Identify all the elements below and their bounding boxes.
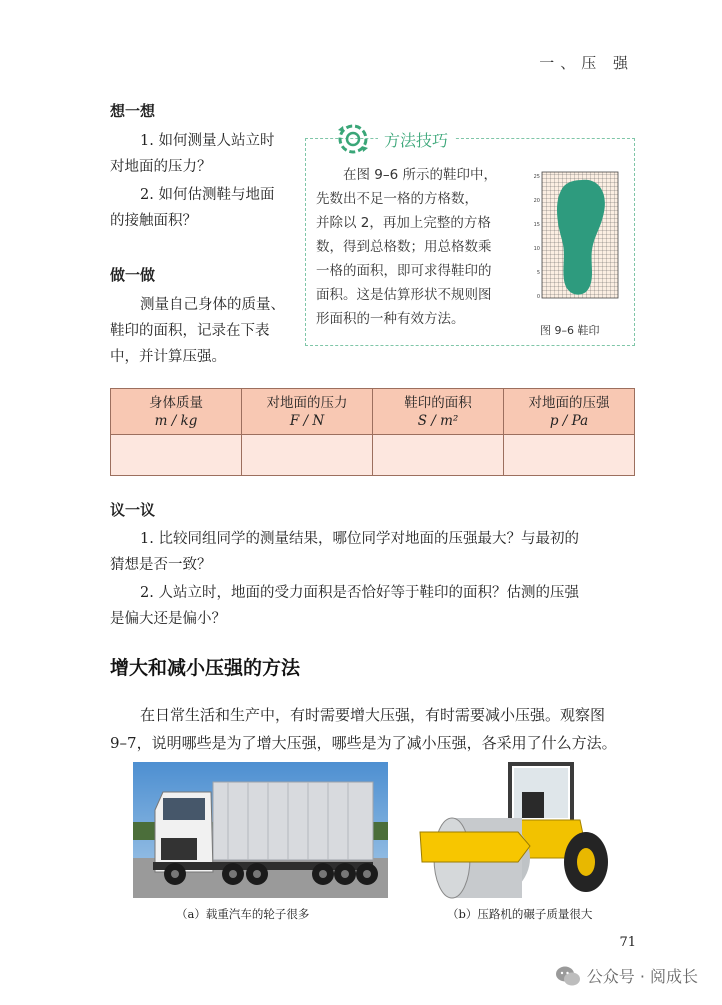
footprint-grid-figure (530, 170, 620, 302)
axis-tick: 0 (536, 294, 540, 300)
watermark-text: 公众号 · 阅成长 (586, 967, 698, 986)
section-para-line2: 9–7，说明哪些是为了增大压强，哪些是为了减小压强，各采用了什么方法。 (110, 734, 617, 752)
table-cell-empty (111, 435, 242, 476)
method-tip-title: 方法技巧 (378, 128, 454, 151)
figure-9-6-caption: 图 9–6 鞋印 (540, 324, 600, 337)
figure-b-caption: （b）压路机的碾子质量很大 (447, 907, 593, 921)
axis-tick: 5 (536, 270, 540, 276)
discuss-p2-line1: 2. 人站立时，地面的受力面积是否恰好等于鞋印的面积？估测的压强 (140, 585, 579, 601)
tip-line: 面积。这是估算形状不规则图 (316, 287, 492, 303)
table-header-row (111, 389, 635, 435)
think-q2-line1: 2. 如何估测鞋与地面 (140, 187, 275, 203)
table-cell-empty (373, 435, 504, 476)
watermark (555, 964, 698, 987)
axis-tick: 20 (533, 198, 540, 204)
section-heading: 增大和减小压强的方法 (110, 657, 301, 679)
do-line2: 鞋印的面积，记录在下表 (110, 323, 270, 339)
think-q1-line1: 1. 如何测量人站立时 (140, 133, 275, 149)
section-para-line1: 在日常生活和生产中，有时需要增大压强，有时需要减小压强。观察图 (140, 706, 606, 724)
header-unit: p / Pa (549, 412, 589, 429)
header-unit: F / N (289, 412, 325, 429)
table-header-cell (504, 389, 635, 435)
tip-line: 一格的面积，即可求得鞋印的 (316, 263, 492, 279)
header-unit: S / m² (417, 412, 459, 429)
tip-line: 形面积的一种有效方法。 (316, 311, 465, 327)
tip-line: 并除以 2，再加上完整的方格 (316, 215, 491, 231)
table-row (111, 435, 635, 476)
header-name: 身体质量 (149, 394, 203, 411)
header-unit: m / kg (154, 412, 198, 429)
axis-tick: 10 (533, 246, 540, 252)
think-q2-line2: 的接触面积？ (110, 213, 197, 229)
think-q1-line2: 对地面的压力？ (110, 159, 212, 175)
gear-cycle-icon (332, 118, 374, 160)
discuss-title: 议一议 (110, 501, 156, 519)
axis-tick: 25 (533, 174, 540, 180)
table-header-cell (242, 389, 373, 435)
header-name: 对地面的压强 (528, 394, 610, 411)
table-header-cell (373, 389, 504, 435)
table-cell-empty (504, 435, 635, 476)
axis-tick: 15 (533, 222, 540, 228)
measurement-table (110, 388, 635, 476)
header-name: 对地面的压力 (266, 394, 348, 411)
figure-a-caption: （a）载重汽车的轮子很多 (176, 907, 310, 921)
tip-line: 在图 9–6 所示的鞋印中， (343, 167, 498, 183)
discuss-p2-line2: 是偏大还是偏小？ (110, 611, 226, 627)
truck-photo (133, 762, 388, 898)
page-number: 71 (619, 935, 636, 950)
tip-line: 数，得到总格数；用总格数乘 (316, 239, 492, 255)
discuss-p1-line2: 猜想是否一致？ (110, 557, 212, 573)
do-line1: 测量自己身体的质量、 (140, 297, 285, 313)
road-roller-photo (418, 762, 618, 900)
table-header-cell (111, 389, 242, 435)
do-title: 做一做 (110, 266, 156, 284)
header-name: 鞋印的面积 (404, 394, 472, 411)
discuss-p1-line1: 1. 比较同组同学的测量结果，哪位同学对地面的压强最大？与最初的 (140, 531, 579, 547)
method-tip-text (316, 163, 521, 331)
think-title: 想一想 (110, 102, 156, 120)
tip-line: 先数出不足一格的方格数， (316, 191, 478, 207)
wechat-icon (555, 965, 581, 987)
do-line3: 中，并计算压强。 (110, 349, 226, 365)
table-cell-empty (242, 435, 373, 476)
chapter-header: 一、压 强 (539, 54, 634, 72)
